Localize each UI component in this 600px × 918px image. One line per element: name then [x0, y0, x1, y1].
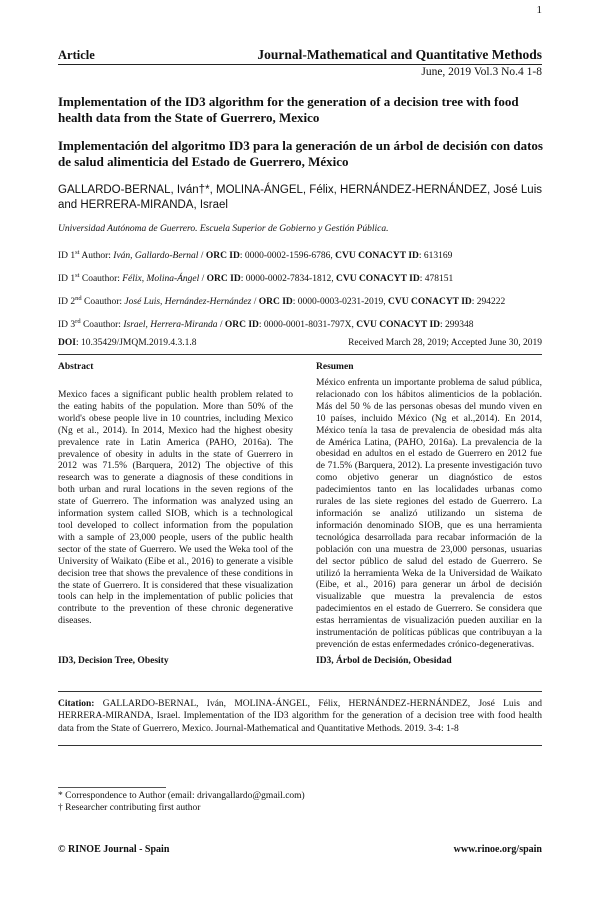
author-list: GALLARDO-BERNAL, Iván†*, MOLINA-ÁNGEL, Félix, HERNÁNDEZ-HERNÁNDEZ, José Luis and HERRERA-MIRANDA, Israel	[58, 184, 542, 211]
author-id-line: ID 1st Author: Iván, Gallardo-Bernal / ORC ID: 0000-0002-1596-6786, CVU CONACYT ID: 613169	[58, 249, 453, 262]
article-type-label: Article	[58, 48, 95, 62]
divider	[58, 354, 542, 355]
issue-info: June, 2019 Vol.3 No.4 1-8	[421, 66, 542, 78]
page-number: 1	[536, 4, 542, 16]
abstract-text: Mexico faces a significant public health problem related to the eating habits of the population. More than 50% of the world's obese people live in 10 countries, including Mexico (Ng et al., 2014). In 2014, Mexico had the highest obesity prevalence rate in Latin America (PAHO, 2016a). The prevalence of obesity in adults in the state of Guerrero in 2012 was 71.5% (Barquera, 2012) The objective of this research was to generate a diagnosis of these conditions in both urban and rural locations in the seven regions of the state of Guerrero. The information was analyzed using an information system called SIOB, which is a technological tool developed to collect information from the population with a sample of 23,000 people, users of the public health sector of the state of Guerrero. We used the Weka tool of the University of Waikato (Eibe et al., 2016) to generate a visible decision tree that shows the prevalence of these conditions in the state of Guerrero. It is considered that these visualization tools can help in the implementation of public policies that contribute to the prevention of these chronic degenerative diseases.	[58, 390, 293, 627]
abstract-heading: Abstract	[58, 362, 94, 372]
author-id-line: ID 2nd Coauthor: José Luis, Hernández-Hernández / ORC ID: 0000-0003-0231-2019, CVU CONACYT ID: 294222	[58, 295, 506, 308]
journal-name: Journal-Mathematical and Quantitative Methods	[257, 47, 542, 62]
resumen-heading: Resumen	[316, 362, 354, 372]
footnote-rule	[58, 787, 166, 788]
footer-website: www.rinoe.org/spain	[453, 844, 542, 855]
author-id-line: ID 1st Coauthor: Félix, Molina-Ángel / ORC ID: 0000-0002-7834-1812, CVU CONACYT ID: 478151	[58, 272, 454, 285]
abstract-keywords: ID3, Decision Tree, Obesity	[58, 656, 169, 666]
footnote-first-author: † Researcher contributing first author	[58, 803, 201, 813]
author-id-line: ID 3rd Coauthor: Israel, Herrera-Miranda / ORC ID: 0000-0001-8031-797X, CVU CONACYT ID: 299348	[58, 318, 474, 331]
divider	[58, 745, 542, 746]
divider	[58, 691, 542, 692]
citation: Citation: GALLARDO-BERNAL, Iván, MOLINA-ÁNGEL, Félix, HERNÁNDEZ-HERNÁNDEZ, José Luis and HERRERA-MIRANDA, Israel. Implementation of the ID3 algorithm for the generation of a decision tree with food health data from the State of Guerrero, Mexico. Journal-Mathematical and Quantitative Methods. 2019. 3-4: 1-8	[58, 699, 542, 734]
running-header	[58, 48, 542, 65]
received-accepted-dates: Received March 28, 2019; Accepted June 30, 2019	[348, 338, 542, 348]
doi: DOI: 10.35429/JMQM.2019.4.3.1.8	[58, 338, 197, 348]
resumen-keywords: ID3, Árbol de Decisión, Obesidad	[316, 656, 452, 666]
footnote-correspondence: * Correspondence to Author (email: drivangallardo@gmail.com)	[58, 791, 305, 801]
title-english: Implementation of the ID3 algorithm for the generation of a decision tree with food health data from the State of Guerrero, Mexico	[58, 94, 519, 125]
footer-copyright: © RINOE Journal - Spain	[58, 844, 170, 855]
resumen-text: México enfrenta un importante problema de salud pública, relacionado con los hábitos alimenticios de la población. Más del 50 % de las personas obesas del mundo viven en 10 países, incluido México (Ng et al.,2014). En 2014, México tenía la tasa de prevalencia de obesidad más alta de América Latina, (PAHO, 2016a). La prevalencia de la obesidad en adultos en el estado de Guerrero en 2012 fue de 71.5% (Barquera, 2012). La presente investigación tuvo como objetivo generar un diagnóstico de estos padecimientos tanto en las localidades urbanas como rurales de las siete regiones del estado de Guerrero. La información se analizó utilizando un sistema de información denominado SIOB, que es una herramienta tecnológica desarrollada para recabar información de la población con una muestra de 23,000 personas, usuarias del sector público de salud del estado de Guerrero. Se utilizó la herramienta Weka de la Universidad de Waikato (Eibe, et al., 2016) para generar un árbol de decisión visualizable que muestra la prevalencia de estos padecimientos en el estado de Guerrero. Se considera que estas herramientas de visualización pueden auxiliar en la instrumentación de políticas públicas que contribuyan a la prevención de estas enfermedades crónico-degenerativas.	[316, 378, 542, 650]
title-spanish: Implementación del algoritmo ID3 para la generación de un árbol de decisión con datos de salud alimenticia del Estado de Guerrero, México	[58, 138, 543, 169]
affiliation: Universidad Autónoma de Guerrero. Escuela Superior de Gobierno y Gestión Pública.	[58, 224, 389, 234]
